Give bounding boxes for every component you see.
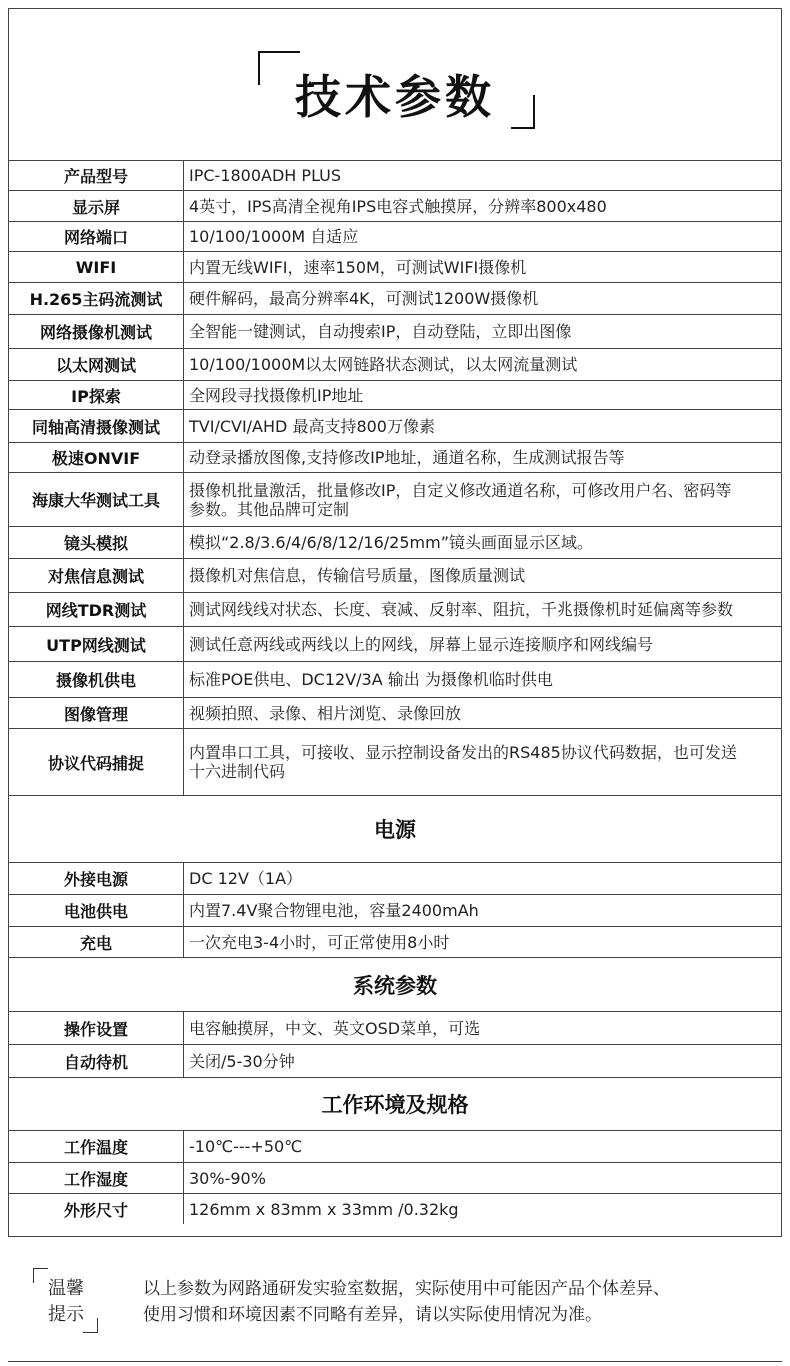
row-value: TVI/CVI/AHD 最高支持800万像素 <box>189 416 435 436</box>
table-row <box>9 894 781 926</box>
spec-sheet <box>8 8 782 1237</box>
table-row <box>9 728 781 795</box>
row-label: 镜头模拟 <box>9 527 184 558</box>
row-label: WIFI <box>9 252 184 282</box>
row-label: 图像管理 <box>9 698 184 728</box>
page-title: 技术参数 <box>295 70 495 124</box>
table-row <box>9 442 781 472</box>
row-label: 外接电源 <box>9 863 184 894</box>
table-row <box>9 697 781 728</box>
row-label: IP探索 <box>9 381 184 409</box>
table-row <box>9 626 781 661</box>
table-row <box>9 926 781 957</box>
row-value: 内置无线WIFI，速率150M，可测试WIFI摄像机 <box>189 257 527 277</box>
section-heading: 工作环境及规格 <box>9 1077 781 1130</box>
row-value: 摄像机批量激活，批量修改IP，自定义修改通道名称，可修改用户名、密码等 参数。其他品牌可定制 <box>189 480 732 519</box>
table-row <box>9 1162 781 1193</box>
row-label: 操作设置 <box>9 1012 184 1044</box>
row-value: 测试任意两线或两线以上的网线，屏幕上显示连接顺序和网线编号 <box>189 634 654 654</box>
row-value: 全网段寻找摄像机IP地址 <box>189 385 364 405</box>
table-row <box>9 1011 781 1044</box>
row-label: 同轴高清摄像测试 <box>9 410 184 442</box>
row-label: 工作温度 <box>9 1131 184 1162</box>
table-row <box>9 409 781 442</box>
table-row <box>9 380 781 409</box>
note-label: 温馨 提示 <box>48 1278 84 1325</box>
table-row <box>9 314 781 348</box>
row-label: 摄像机供电 <box>9 662 184 697</box>
row-label: 网线TDR测试 <box>9 593 184 626</box>
table-row <box>9 862 781 894</box>
row-value: 126mm x 83mm x 33mm /0.32kg <box>189 1199 459 1219</box>
row-value: 视频拍照、录像、相片浏览、录像回放 <box>189 703 462 723</box>
row-label: 工作湿度 <box>9 1163 184 1193</box>
row-value: 摄像机对焦信息，传输信号质量，图像质量测试 <box>189 566 526 585</box>
row-value: 一次充电3-4小时，可正常使用8小时 <box>189 932 450 952</box>
table-row <box>9 1044 781 1077</box>
row-label: 电池供电 <box>9 895 184 926</box>
row-value: 模拟“2.8/3.6/4/6/8/12/16/25mm”镜头画面显示区域。 <box>189 533 593 552</box>
row-label: 网络摄像机测试 <box>9 315 184 348</box>
reminder-note <box>33 1268 773 1338</box>
table-row <box>9 282 781 314</box>
row-label: 外形尺寸 <box>9 1194 184 1224</box>
row-label: 以太网测试 <box>9 349 184 380</box>
row-label: 自动待机 <box>9 1045 184 1077</box>
row-value: 4英寸，IPS高清全视角IPS电容式触摸屏，分辨率800x480 <box>189 196 607 216</box>
table-row <box>9 592 781 626</box>
row-value: 内置串口工具，可接收、显示控制设备发出的RS485协议代码数据，也可发送 十六进制代码 <box>189 743 737 781</box>
row-value: DC 12V（1A） <box>189 869 303 888</box>
row-label: 显示屏 <box>9 191 184 221</box>
section-heading: 系统参数 <box>9 957 781 1011</box>
row-label: 极速ONVIF <box>9 443 184 472</box>
row-label: H.265主码流测试 <box>9 283 184 314</box>
row-value: 电容触摸屏，中文、英文OSD菜单，可选 <box>189 1018 481 1038</box>
row-label: 充电 <box>9 927 184 957</box>
row-value: 测试网线线对状态、长度、衰减、反射率、阻抗，千兆摄像机时延偏离等参数 <box>189 600 734 619</box>
row-value: IPC-1800ADH PLUS <box>189 166 342 185</box>
table-row <box>9 221 781 251</box>
row-value: 10/100/1000M以太网链路状态测试，以太网流量测试 <box>189 355 578 374</box>
table-row <box>9 251 781 282</box>
row-label: 网络端口 <box>9 222 184 251</box>
row-label: 海康大华测试工具 <box>9 473 184 526</box>
row-value: 内置7.4V聚合物锂电池，容量2400mAh <box>189 901 479 920</box>
row-label: UTP网线测试 <box>9 627 184 661</box>
note-text: 以上参数为网路通研发实验室数据，实际使用中可能因产品个体差异、 使用习惯和环境因素不同略有差异，请以实际使用情况为准。 <box>143 1279 670 1325</box>
table-row <box>9 1193 781 1224</box>
table-row <box>9 661 781 697</box>
row-value: 标准POE供电、DC12V/3A 输出 为摄像机临时供电 <box>189 670 553 689</box>
bottom-divider <box>8 1361 782 1362</box>
row-value: 动登录播放图像,支持修改IP地址，通道名称，生成测试报告等 <box>189 448 625 467</box>
table-row <box>9 558 781 592</box>
row-value: 全智能一键测试，自动搜索IP，自动登陆，立即出图像 <box>189 322 572 341</box>
row-label: 对焦信息测试 <box>9 559 184 592</box>
row-label: 协议代码捕捉 <box>9 729 184 795</box>
row-value: 10/100/1000M 自适应 <box>189 227 359 246</box>
table-row <box>9 190 781 221</box>
table-row <box>9 472 781 526</box>
section-heading: 电源 <box>9 795 781 862</box>
title-area <box>9 9 781 160</box>
row-label: 产品型号 <box>9 161 184 190</box>
row-value: 关闭/5-30分钟 <box>189 1051 295 1071</box>
table-row <box>9 160 781 190</box>
row-value: 硬件解码，最高分辨率4K，可测试1200W摄像机 <box>189 289 539 308</box>
table-row <box>9 526 781 558</box>
table-row <box>9 1130 781 1162</box>
row-value: -10℃---+50℃ <box>189 1137 303 1156</box>
row-value: 30%-90% <box>189 1168 266 1188</box>
table-row <box>9 348 781 380</box>
